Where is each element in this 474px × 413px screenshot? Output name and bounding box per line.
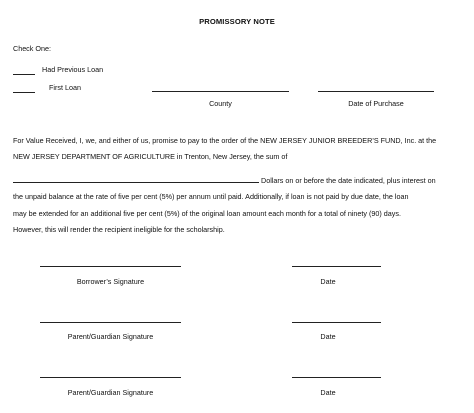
guardian-date-line-1[interactable]	[292, 322, 381, 323]
county-label: County	[209, 99, 232, 108]
guardian-signature-line-2[interactable]	[40, 377, 181, 378]
county-field-line[interactable]	[152, 91, 289, 92]
loan-terms-paragraph	[13, 173, 465, 238]
paragraph-line: NEW JERSEY DEPARTMENT OF AGRICULTURE in Trenton, New Jersey, the sum of	[13, 152, 288, 162]
guardian-signature-label-2: Parent/Guardian Signature	[67, 388, 154, 397]
option-label: First Loan	[49, 83, 81, 93]
guardian-date-label-1: Date	[320, 332, 336, 341]
option-had-previous-loan[interactable]	[13, 66, 103, 75]
borrower-signature-line[interactable]	[40, 266, 181, 267]
value-received-paragraph	[13, 133, 465, 166]
option-label: Had Previous Loan	[42, 65, 104, 75]
guardian-date-label-2: Date	[320, 388, 336, 397]
guardian-date-line-2[interactable]	[292, 377, 381, 378]
paragraph-line: For Value Received, I, we, and either of us, promise to pay to the order of the NEW JERSEY JUNIOR BREEDER’S FUND, Inc. at the	[13, 136, 437, 145]
option-blank-line[interactable]	[13, 84, 35, 93]
guardian-signature-label-1: Parent/Guardian Signature	[67, 332, 154, 341]
sum-amount-field-line[interactable]	[13, 174, 259, 183]
borrower-date-label: Date	[320, 277, 336, 286]
paragraph-line: However, this will render the recipient ineligible for the scholarship.	[13, 224, 225, 234]
paragraph-line	[13, 173, 465, 189]
date-of-purchase-label: Date of Purchase	[348, 99, 404, 108]
sum-suffix-text: Dollars on or before the date indicated, plus interest on	[261, 176, 436, 185]
document-title: PROMISSORY NOTE	[199, 17, 275, 26]
paragraph-line: the unpaid balance at the rate of five per cent (5%) per annum until paid. Additionally, if loan is not paid by due date, the loan	[13, 192, 409, 202]
option-blank-line[interactable]	[13, 66, 35, 75]
borrower-signature-label: Borrower’s Signature	[76, 277, 145, 286]
guardian-signature-line-1[interactable]	[40, 322, 181, 323]
date-of-purchase-field-line[interactable]	[318, 91, 434, 92]
option-first-loan[interactable]	[13, 84, 81, 93]
check-one-label: Check One:	[13, 44, 51, 53]
paragraph-line: may be extended for an additional five per cent (5%) of the original loan amount each month for a total of ninety (90) days.	[13, 208, 401, 218]
borrower-date-line[interactable]	[292, 266, 381, 267]
